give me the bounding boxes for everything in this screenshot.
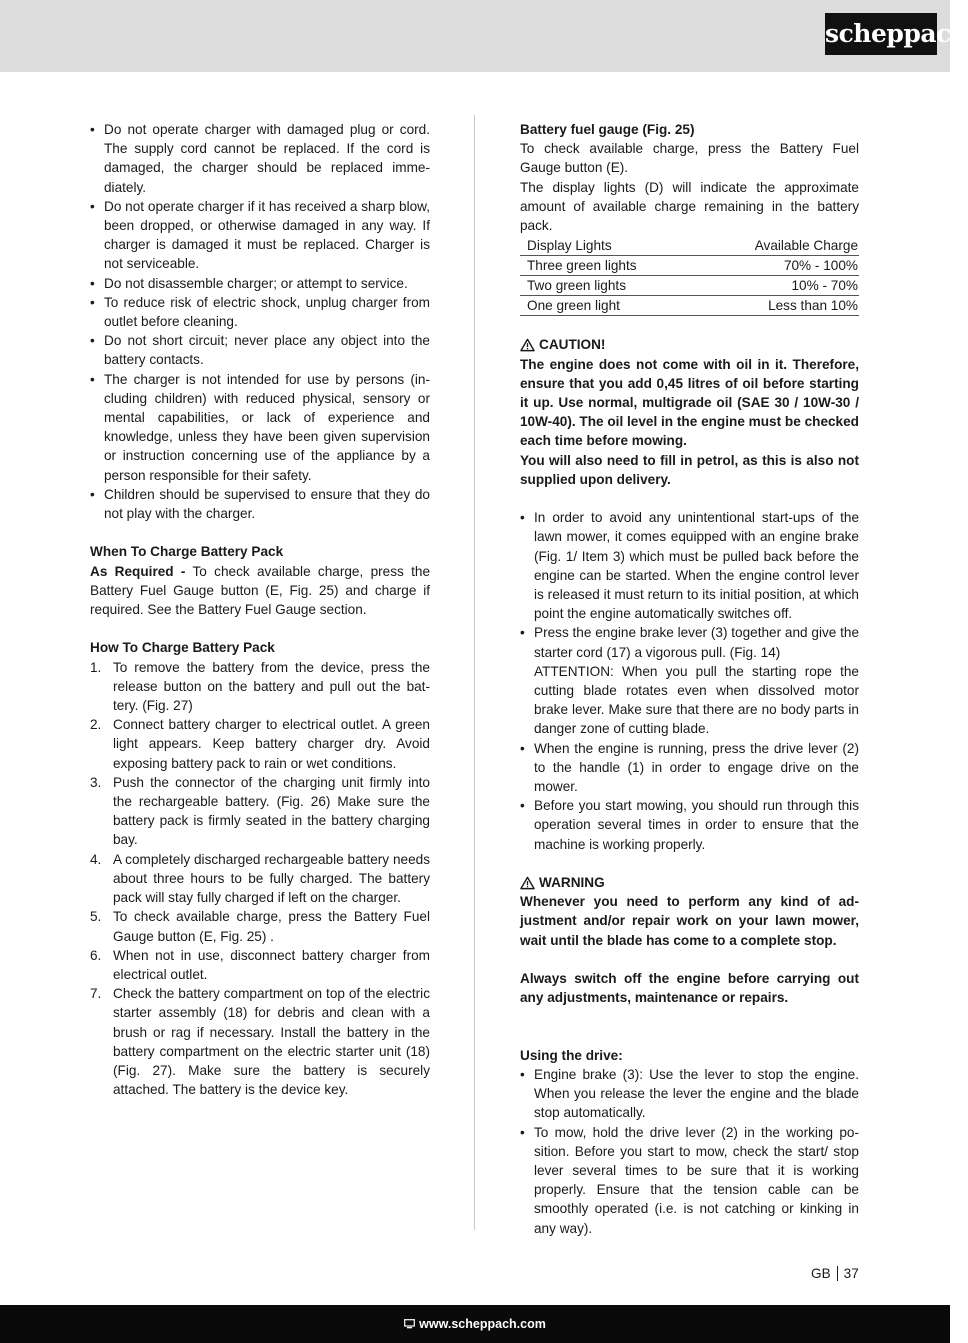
list-item: • To reduce risk of electric shock, unplug charger from outlet before cleaning. — [90, 293, 430, 331]
page-number — [811, 1264, 859, 1283]
page-number-separator — [837, 1266, 838, 1281]
table-header-cell: Available Charge — [694, 236, 859, 256]
step-text: When not in use, disconnect battery charger from electrical outlet. — [113, 947, 430, 982]
as-required-lead: As Required - — [90, 563, 186, 579]
caution-heading — [520, 335, 859, 354]
warning-triangle-icon — [520, 876, 535, 890]
list-item-text: In order to avoid any unintentional start-ups of the lawn mower, it comes equipped with an engine brake (Fig. 1/ Item 3) which must be pulled back before the engine can be started. When the engine control lever is released it must return to its initial position, at which point the engine automatically switches off. — [534, 510, 859, 622]
drive-list — [520, 1065, 859, 1238]
page-number-value: 37 — [843, 1266, 859, 1281]
table-cell: Less than 10% — [694, 296, 859, 316]
footer-band — [0, 1305, 950, 1343]
fuel-gauge-heading: Battery fuel gauge (Fig. 25) — [520, 122, 695, 137]
step-number: 6. — [90, 947, 102, 963]
warning-text-1: Whenever you need to perform any kind of adjustment and/or repair work on your lawn mower, wait until the blade has come to a complete stop. — [520, 894, 859, 948]
table-cell: 10% - 70% — [694, 276, 859, 296]
list-item: • Do not operate charger with damaged plug or cord. The supply cord cannot be replaced. If the cord is damaged, the charger should be replaced immediately. — [90, 120, 430, 197]
step-item — [90, 907, 430, 945]
language-code: GB — [811, 1266, 831, 1281]
list-item: • Engine brake (3): Use the lever to stop the engine. When you release the lever the engine and the blade stop automatically. — [520, 1065, 859, 1123]
table-cell: Three green lights — [520, 256, 694, 276]
column-divider — [474, 115, 475, 1230]
step-item — [90, 850, 430, 908]
step-number: 7. — [90, 986, 102, 1002]
charger-safety-list — [90, 120, 430, 523]
step-number: 2. — [90, 717, 102, 733]
list-item — [520, 739, 859, 797]
step-item — [90, 658, 430, 716]
header-band — [0, 0, 950, 72]
warning-title: WARNING — [539, 875, 605, 891]
step-item — [90, 946, 430, 984]
list-item: • Children should be supervised to ensure that they do not play with the charger. — [90, 485, 430, 523]
list-item: • The charger is not intended for use by persons (including children) with reduced physical, sensory or mental capabilities, or lack of experience and knowledge, unless they have been given supervision or instruction concerning use of the appliance by a person responsible for their safety. — [90, 370, 430, 485]
list-item: • To mow, hold the drive lever (2) in the working position. Before you start to mow, check the start/ stop lever several times to be sure that it is working properly. Ensure that the tension cable can be smoothly operated (i.e. is not catching or kinking in any way). — [520, 1123, 859, 1238]
list-item: • Do not disassemble charger; or attempt to service. — [90, 274, 430, 293]
engine-start-list — [520, 508, 859, 854]
list-item: • Do not operate charger if it has received a sharp blow, been dropped, or otherwise damaged in any way. If charger is damaged it must be replaced. Charger is not serviceable. — [90, 197, 430, 274]
table-row — [520, 296, 859, 316]
list-item-text: When the engine is running, press the drive lever (2) to the handle (1) in order to engage drive on the mower. — [534, 740, 859, 795]
step-text: A completely discharged rechargeable battery needs about three hours to be fully charged. The battery pack will stay fully charged if left on the charger. — [113, 851, 430, 906]
step-text: Push the connector of the charging unit firmly into the rechargeable battery. (Fig. 26) Make sure the battery pack is firmly seated in the battery charging bay. — [113, 774, 430, 848]
list-item — [520, 623, 859, 738]
brand-logo: scheppach — [825, 13, 937, 55]
caution-text-1: The engine does not come with oil in it. Therefore, ensure that you add 0,45 litres of oil before starting it up. Use normal, multigrade oil (SAE 30 / 10W-30 / 10W-40). The oil level in the engine must be checked each time before mowing. — [520, 356, 859, 449]
table-cell: 70% - 100% — [694, 256, 859, 276]
caution-title: CAUTION! — [539, 337, 606, 353]
step-text: Check the battery compartment on top of the electric starter assembly (18) for debris and clean with a brush or rag if necessary. Install the battery in the battery compartment on the electric starter unit (18) (Fig. 27). Make sure the battery is securely attached. The battery is the device key. — [113, 986, 430, 1098]
step-text: To check available charge, press the Battery Fuel Gauge button (E, Fig. 25) . — [113, 909, 430, 944]
step-item — [90, 715, 430, 773]
attention-note: ATTENTION: When you pull the starting rope the cutting blade rotates even when dissolved motor brake lever. Make sure that there are no body parts in danger zone of cutting blade. — [534, 663, 859, 737]
table-cell: Two green lights — [520, 276, 694, 296]
list-item: • Do not short circuit; never place any object into the battery contacts. — [90, 331, 430, 369]
when-to-charge-body: To check available charge, press the Battery Fuel Gauge button (E, Fig. 25) and charge if required. See the Battery Fuel Gauge section. — [90, 563, 431, 618]
warning-triangle-icon — [520, 338, 535, 352]
list-item — [520, 508, 859, 623]
how-to-charge-heading: How To Charge Battery Pack — [90, 640, 275, 656]
warning-heading — [520, 873, 859, 892]
warning-text-2: Always switch off the engine before carrying out any adjustments, maintenance or repairs. — [520, 971, 859, 1006]
step-number: 3. — [90, 774, 102, 790]
step-number: 1. — [90, 659, 102, 675]
charge-table — [520, 236, 859, 316]
step-text: Connect battery charger to electrical outlet. A green light appears. Keep battery charger dry. Avoid exposing battery pack to rain or wet conditions. — [113, 717, 430, 771]
monitor-icon — [404, 1319, 415, 1329]
fuel-gauge-text-2: The display lights (D) will indicate the approximate amount of available charge remaining in the battery pack. — [520, 179, 859, 234]
table-cell: One green light — [520, 296, 694, 316]
when-to-charge-text — [90, 562, 430, 620]
left-column — [90, 120, 430, 1099]
list-item-text: Before you start mowing, you should run through this operation several times in order to ensure that the machine is working properly. — [534, 798, 859, 852]
list-item — [520, 796, 859, 854]
table-header-cell: Display Lights — [520, 236, 694, 256]
fuel-gauge-text-1: To check available charge, press the Battery Fuel Gauge button (E). — [520, 141, 859, 176]
charging-steps-list — [90, 658, 430, 1100]
caution-text-2: You will also need to fill in petrol, as this is also not supplied upon delivery. — [520, 452, 859, 487]
table-row — [520, 276, 859, 296]
when-to-charge-heading: When To Charge Battery Pack — [90, 544, 284, 560]
step-number: 4. — [90, 851, 102, 867]
footer-website[interactable]: www.scheppach.com — [419, 1317, 546, 1331]
step-item — [90, 984, 430, 1099]
right-column — [520, 120, 859, 1238]
step-text: To remove the battery from the device, press the release button on the battery and pull out the battery. (Fig. 27) — [113, 659, 430, 714]
list-item-text: Press the engine brake lever (3) together and give the starter cord (17) a vigorous pull. (Fig. 14) — [534, 625, 859, 660]
using-drive-heading: Using the drive: — [520, 1047, 623, 1063]
table-header-row — [520, 236, 859, 256]
table-row — [520, 256, 859, 276]
step-item — [90, 773, 430, 850]
step-number: 5. — [90, 909, 102, 925]
